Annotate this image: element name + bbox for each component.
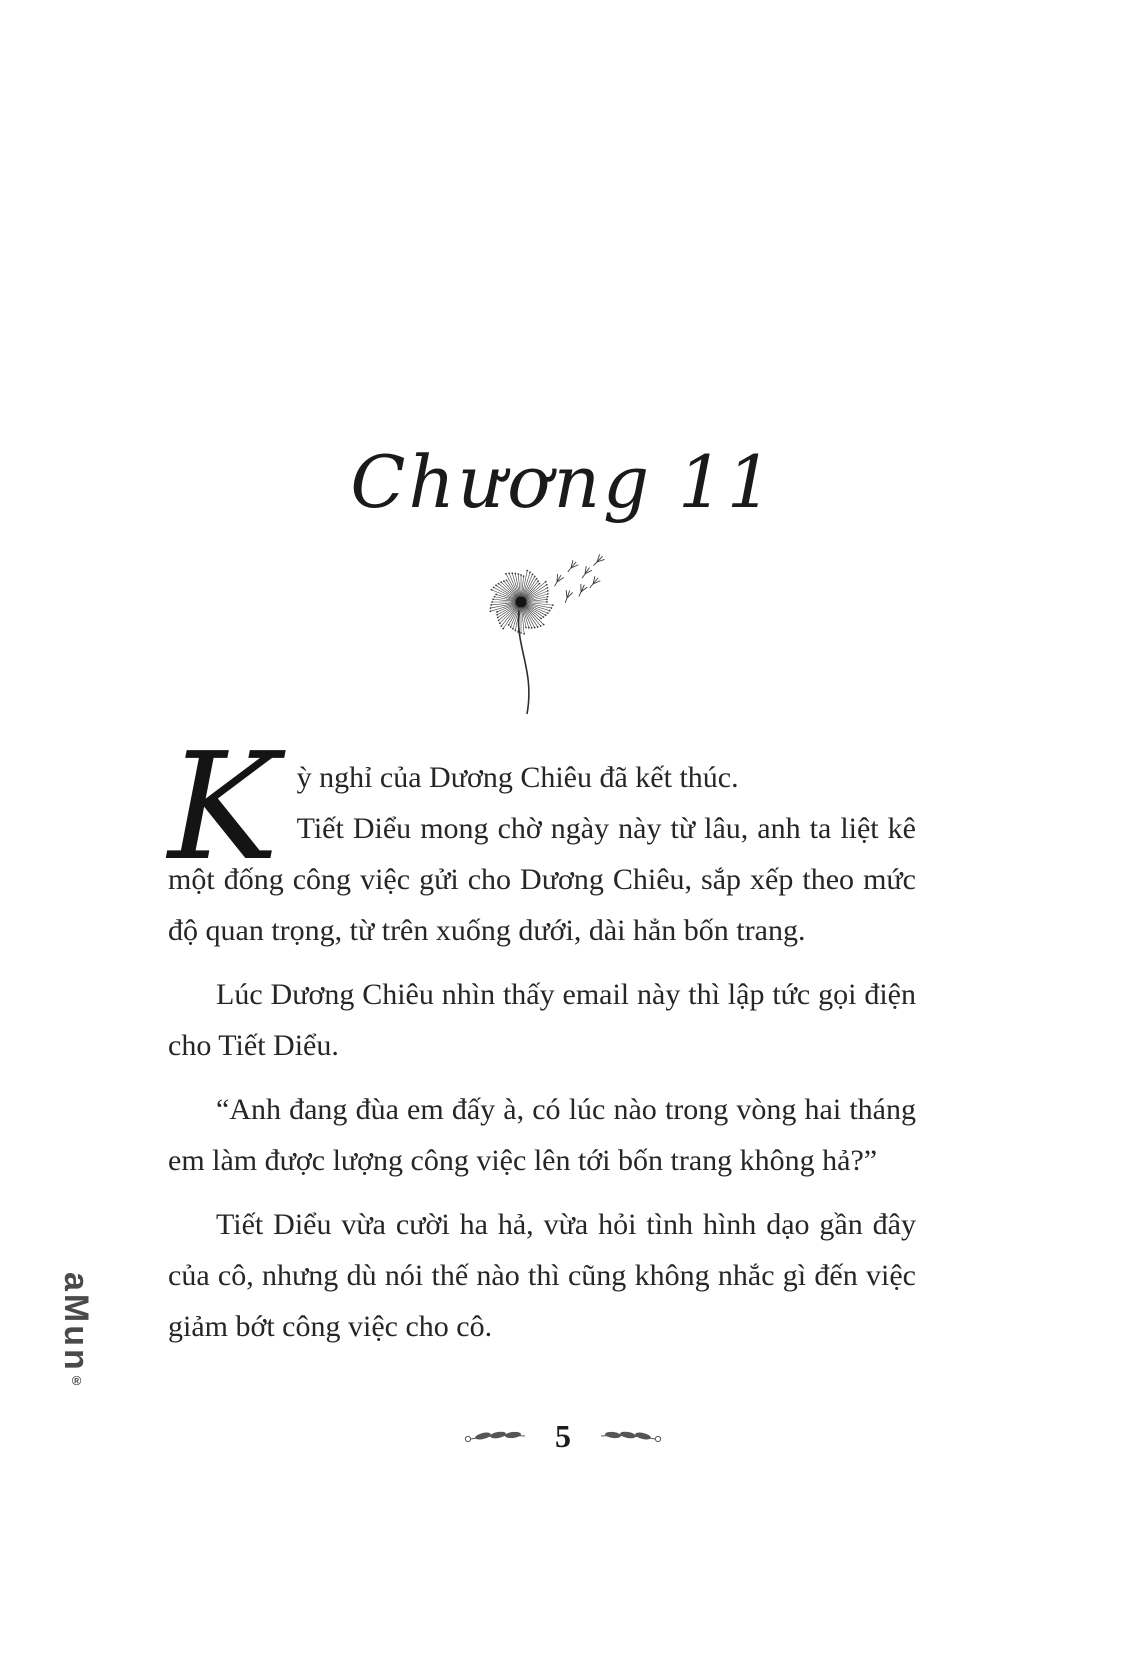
paragraph: Lúc Dương Chiêu nhìn thấy email này thì lập tức gọi điện cho Tiết Diểu. — [168, 978, 916, 1062]
leaf-flourish-right-icon — [597, 1427, 663, 1447]
dandelion-flying-seeds — [555, 554, 605, 602]
dropcap-letter: K — [168, 721, 279, 893]
leaf-flourish-left-icon — [463, 1427, 529, 1447]
page-number: 5 — [555, 1418, 571, 1454]
dandelion-icon — [459, 552, 609, 720]
dandelion-illustration — [0, 552, 1126, 720]
paragraph: “Anh đang đùa em đấy à, có lúc nào trong vòng hai tháng em làm được lượng công việc lên tới bốn trang không hả?” — [168, 1093, 916, 1177]
publisher-logo — [56, 1272, 95, 1388]
paragraph: ỳ nghỉ của Dương Chiêu đã kết thúc. — [296, 761, 739, 794]
chapter-title: Chương 11 — [350, 440, 776, 524]
paragraph: Tiết Diểu vừa cười ha hả, vừa hỏi tình hình dạo gần đây của cô, nhưng dù nói thế nào thì cũng không nhắc gì đến việc giảm bớt công việc cho cô. — [168, 1208, 916, 1343]
body-text — [168, 721, 916, 1365]
page-footer — [0, 1418, 1126, 1455]
publisher-logo-text: aMun — [57, 1272, 95, 1373]
paragraph: Tiết Diểu mong chờ ngày này từ lâu, anh ta liệt kê một đống công việc gửi cho Dương Chiêu, sắp xếp theo mức độ quan trọng, từ trên xuống dưới, dài hẳn bốn trang. — [168, 812, 916, 947]
dandelion-stem — [518, 610, 528, 714]
registered-mark-icon: ® — [69, 1372, 84, 1388]
opening-paragraph — [168, 721, 916, 956]
dandelion-center — [516, 597, 527, 608]
